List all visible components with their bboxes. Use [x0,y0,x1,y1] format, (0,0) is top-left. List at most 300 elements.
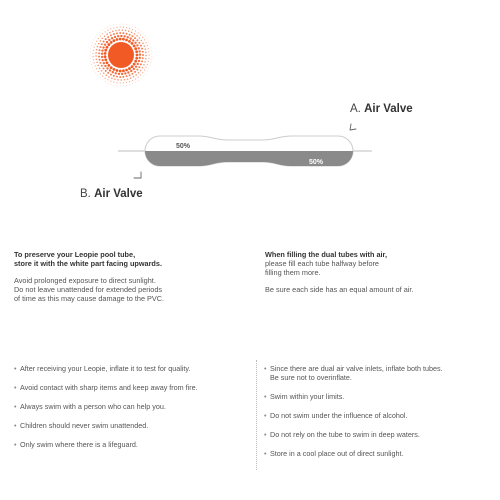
sun-ray-dot [95,65,96,66]
sun-ray-dot [127,71,129,73]
sun-ray-dot [148,41,149,42]
sun-ray-dot [112,31,114,33]
sun-ray-dot [122,76,124,78]
sun-ray-dot [114,78,116,80]
sun-ray-dot [97,46,99,48]
filling-body-1: please fill each tube halfway before [265,259,379,268]
sun-ray-dot [122,32,124,34]
sun-ray-dot [120,79,122,81]
sun-ray-dot [105,70,107,72]
sun-ray-dot [110,66,113,69]
sun-ray-dot [102,46,104,48]
valve-b-pointer [134,172,141,178]
sun-ray-dot [99,59,101,61]
sun-ray-dot [92,42,93,43]
sun-ray-dot [135,78,136,79]
sun-ray-dot [145,74,146,75]
sun-ray-dot [117,35,119,37]
sun-ray-dot [143,33,144,34]
sun-ray-dot [146,67,147,68]
list-item: • Only swim where there is a lifeguard. [14,440,250,449]
pool-tube-diagram [0,120,500,190]
sun-ray-dot [99,62,101,64]
sun-ray-dot [142,37,143,38]
sun-ray-dot [103,62,105,64]
sun-ray-dot [119,38,122,41]
sun-ray-dot [132,39,134,41]
sun-ray-dot [104,65,106,67]
sun-ray-dot [102,79,103,80]
sun-ray-dot [101,65,103,67]
sun-ray-dot [126,33,128,35]
sun-ray-dot [117,79,119,81]
sun-ray-dot [133,44,136,47]
sun-ray-dot [126,82,127,83]
sun-ray-dot [91,45,92,46]
sun-ray-dot [150,65,151,66]
sun-ray-dot [135,30,136,31]
sun-ray-dot [128,67,131,70]
sun-ray-dot [94,62,95,63]
sun-ray-dot [139,57,141,59]
sun-ray-dot [130,70,132,72]
sun-ray-dot [92,56,93,57]
tips-list-right [264,364,496,458]
sun-ray-dot [95,44,96,45]
sun-ray-dot [134,47,137,50]
sun-ray-dot [101,49,103,51]
sun-ray-dot [148,54,149,55]
sun-ray-dot [142,67,144,69]
sun-ray-dot [106,61,109,64]
sun-ray-dot [106,67,108,69]
sun-ray-dot [99,32,100,33]
sun-ray-dot [98,43,100,45]
sun-ray-dot [145,35,146,36]
sun-ray-dot [105,81,106,82]
sun-ray-dot [104,35,106,37]
sun-ray-dot [96,49,98,51]
sun-ray-dot [99,49,101,51]
list-item-line: Be sure not to overinflate. [270,373,352,382]
sun-ray-dot [121,73,123,75]
sun-ray-dot [99,67,101,69]
sun-ray-dot [126,75,128,77]
sun-ray-dot [122,29,124,31]
list-item: • After receiving your Leopie, inflate it to test for quality. [14,364,250,373]
sun-ray-dot [143,76,144,77]
sun-ray-dot [131,35,133,37]
sun-ray-dot [125,39,128,42]
sun-ray-dot [139,53,141,55]
sun-ray-dot [136,39,138,41]
sun-ray-dot [119,70,122,73]
list-item [264,364,496,382]
sun-ray-dot [142,57,144,59]
sun-ray-dot [100,35,101,36]
sun-ray-dot [106,46,109,49]
storage-body-3: of time as this may cause damage to the PVC. [14,294,165,303]
sun-ray-dot [123,27,124,28]
sun-ray-dot [102,38,104,40]
sun-ray-dot [98,56,100,58]
sun-ray-dot [113,68,116,71]
sun-ray-dot [132,83,133,84]
sun-ray-dot [140,63,142,65]
sun-ray-dot [102,76,103,77]
sun-ray-dot [129,25,130,26]
sun-ray-dot [141,60,143,62]
sun-ray-dot [151,59,152,60]
list-item: • Always swim with a person who can help you. [14,402,250,411]
sun-ray-dot [95,55,97,57]
sun-ray-dot [125,30,127,32]
sun-ray-dot [131,73,133,75]
sun-ray-dot [90,52,91,53]
sun-ray-dot [110,34,112,36]
sun-ray-dot [106,33,108,35]
sun-ray-dot [90,48,91,49]
sun-ray-dot [105,31,106,32]
sun-ray-dot [148,68,149,69]
sun-ray-dot [116,82,117,83]
sun-ray-dot [107,72,109,74]
sun-ray-dot [123,82,124,83]
sun-ray-dot [123,86,124,87]
sun-ray-dot [116,69,119,72]
sun-ray-dot [133,63,136,66]
sun-ray-dot [92,53,93,54]
sun-ray-dot [107,27,108,28]
top-fill-label: 50% [175,143,191,150]
sun-ray-dot [100,77,101,78]
sun-ray-dot [127,78,129,80]
sun-ray-dot [142,42,144,44]
sun-ray-dot [148,51,149,52]
sun-ray-dot [127,36,129,38]
sun-ray-dot [134,71,136,73]
list-item: • Children should never swim unattended. [14,421,250,430]
sun-ray-dot [134,37,136,39]
sun-ray-dot [119,76,121,78]
sun-ray-dot [148,48,149,49]
sun-ray-dot [126,24,127,25]
storage-info [14,250,244,303]
sun-ray-dot [94,47,95,48]
filling-body-3: Be sure each side has an equal amount of air. [265,285,414,294]
sun-ray-dot [128,40,131,43]
sun-ray-dot [96,41,97,42]
sun-ray-dot [101,43,103,45]
sun-ray-dot [142,72,143,73]
sun-ray-dot [116,27,117,28]
valve-a-letter: A. [350,103,361,115]
valve-a-text: Air Valve [364,103,413,115]
sun-ray-dot [147,71,148,72]
sun-ray-dot [100,40,102,42]
sun-ray-dot [107,64,110,67]
sun-ray-dot [102,30,103,31]
valve-b-text: Air Valve [94,188,143,200]
sun-ray-dot [117,85,118,86]
sun-ray-dot [93,50,94,51]
sun-ray-dot [113,81,114,82]
sun-ray-dot [132,80,133,81]
sun-ray-dot [136,35,138,37]
sun-ray-dot [122,69,125,72]
sun-ray-dot [116,76,118,78]
sun-ray-dot [138,42,140,44]
sun-ray-dot [152,53,153,54]
sun-ray-dot [118,29,120,31]
sun-ray-dot [120,24,121,25]
sun-ray-dot [96,58,98,60]
sun-ray-dot [138,29,139,30]
sun-ray-dot [129,74,131,76]
sun-ray-dot [138,66,140,68]
sun-ray-dot [145,52,147,54]
sun-ray-dot [110,28,111,29]
sun-ray-dot [145,55,147,57]
sun-ray-dot [129,28,130,29]
sun-ray-dot [91,64,92,65]
sun-ray-dot [142,51,144,53]
filling-info [265,250,490,294]
sun-ray-dot [95,73,96,74]
sun-ray-dot [120,26,121,27]
sun-icon [88,22,154,88]
storage-body-2: Do not leave unattended for extended periods [14,285,163,294]
sun-ray-dot [138,77,139,78]
sun-ray-dot [104,52,107,55]
sun-ray-dot [134,33,136,35]
sun-ray-dot [115,72,117,74]
tips-list-left [14,364,250,449]
sun-ray-dot [123,24,124,25]
list-item: • Avoid contact with sharp items and keep away from fire. [14,383,250,392]
sun-ray-dot [151,47,152,48]
sun-ray-dot [116,32,118,34]
list-item: • Do not swim under the influence of alcohol. [264,411,496,420]
sun-ray-dot [90,58,91,59]
valve-b-letter: B. [80,188,91,200]
sun-ray-dot [118,73,120,75]
sun-ray-dot [110,74,112,76]
sun-ray-dot [108,39,110,41]
sun-ray-dot [129,34,131,36]
sun-ray-dot [147,45,148,46]
sun-ray-dot [105,74,107,76]
sun-ray-dot [112,71,114,73]
sun-ray-dot [137,63,139,65]
sun-ray-dot [107,43,110,46]
sun-ray-dot [133,68,135,70]
sun-ray-dot [98,71,99,72]
sun-ray-dot [113,39,116,42]
sun-ray-dot [135,74,137,76]
sun-ray-dot [97,34,98,35]
sun-ray-dot [145,58,147,60]
sun-ray-dot [145,48,147,50]
sun-ray-dot [96,62,98,64]
sun-ray-dot [151,50,152,51]
sun-ray-dot [133,76,135,78]
sun-ray-dot [109,69,111,71]
storage-heading-1: To preserve your Leopie pool tube, [14,250,136,259]
sun-ray-dot [103,72,105,74]
sun-ray-dot [128,30,130,32]
sun-ray-dot [104,55,107,58]
sun-ray-dot [139,37,141,39]
sun-ray-dot [111,84,112,85]
sun-ray-dot [144,61,146,63]
sun-ray-dot [105,38,107,40]
sun-ray-dot [146,42,147,43]
sun-ray-dot [113,75,115,77]
sun-ray-dot [116,24,117,25]
filling-heading: When filling the dual tubes with air, [265,250,388,259]
sun-ray-dot [129,37,131,39]
sun-ray-dot [138,32,139,33]
sun-ray-dot [103,41,105,43]
sun-ray-dot [131,32,133,34]
valve-b-label [80,188,143,200]
sun-ray-dot [103,67,105,69]
sun-ray-dot [140,31,141,32]
sun-ray-dot [135,82,136,83]
sun-ray-dot [150,44,151,45]
sun-ray-dot [107,36,109,38]
bottom-fill-label: 50% [308,159,324,166]
sun-ray-dot [148,61,149,62]
sun-ray-dot [124,79,126,81]
sun-ray-dot [96,68,97,69]
valve-a-label [350,103,413,115]
sun-ray-dot [134,60,137,63]
sun-ray-dot [143,64,145,66]
sun-ray-dot [108,83,109,84]
sun-ray-dot [136,44,138,46]
sun-ray-dot [98,52,100,54]
sun-ray-dot [94,70,95,71]
sun-ray-dot [104,58,107,61]
sun-ray-dot [90,55,91,56]
sun-ray-dot [151,62,152,63]
sun-ray-dot [136,69,138,71]
sun-ray-dot [120,35,122,37]
sun-ray-dot [115,30,117,32]
sun-ray-dot [152,56,153,57]
sun-ray-dot [147,38,148,39]
sun-ray-dot [135,65,137,67]
sun-ray-dot [98,38,99,39]
sun-ray-dot [148,58,149,59]
sun-ray-dot [95,37,96,38]
sun-ray-dot [109,32,111,34]
sun-ray-dot [126,27,127,28]
filling-body-2: filling them more. [265,268,321,277]
sun-ray-dot [135,50,138,53]
sun-ray-dot [131,65,134,68]
sun-ray-dot [100,73,101,74]
sun-ray-dot [141,40,143,42]
sun-ray-dot [114,36,116,38]
sun-ray-dot [130,77,132,79]
valve-a-pointer [350,124,356,130]
sun-ray-dot [94,39,95,40]
list-item: • Do not rely on the tube to swim in deep waters. [264,430,496,439]
list-item: • Swim within your limits. [264,392,496,401]
sun-ray-dot [101,56,103,58]
sun-ray-dot [104,43,106,45]
sun-ray-dot [138,47,140,49]
sun-ray-dot [92,67,93,68]
sun-ray-dot [114,85,115,86]
sun-ray-dot [102,33,103,34]
sun-ray-dot [113,33,115,35]
sun-ray-dot [107,79,108,80]
sun-ray-dot [120,86,121,87]
sun-ray-dot [90,61,91,62]
sun-ray-dot [113,24,114,25]
sun-ray-dot [126,85,127,86]
sun-ray-dot [135,27,136,28]
sun-ray-dot [111,77,113,79]
sun-ray-dot [140,74,141,75]
sun-ray-dot [93,59,94,60]
sun-ray-dot [101,70,103,72]
storage-heading-2: store it with the white part facing upwards. [14,259,162,268]
sun-ray-dot [131,42,134,45]
sun-ray-dot [101,53,103,55]
sun-ray-dot [138,60,140,62]
sun-ray-dot [132,26,133,27]
sun-ray-dot [138,72,140,74]
sun-ray-dot [144,70,145,71]
list-item-line: Since there are dual air valve inlets, inflate both tubes. [270,364,443,373]
sun-ray-dot [138,50,140,52]
sun-ray-dot [99,46,101,48]
sun-ray-dot [113,27,114,28]
sun-ray-dot [105,28,106,29]
sun-ray-dot [141,48,143,50]
sun-ray-dot [135,57,138,60]
sun-core [108,42,134,68]
sun-ray-dot [129,84,130,85]
sun-ray-dot [104,49,107,52]
sun-ray-dot [141,78,142,79]
sun-ray-dot [132,29,133,30]
list-item: • Store in a cool place out of direct sunlight. [264,449,496,458]
sun-ray-dot [138,80,139,81]
sun-ray-dot [136,54,139,57]
sun-ray-dot [144,45,146,47]
storage-body-1: Avoid prolonged exposure to direct sunlight. [14,276,156,285]
sun-ray-dot [142,54,144,56]
sun-ray-dot [129,81,130,82]
sun-ray-dot [124,72,126,74]
sun-ray-dot [144,39,145,40]
sun-ray-dot [110,25,111,26]
sun-ray-dot [97,65,99,67]
sun-ray-dot [106,41,108,43]
sun-ray-dot [140,34,141,35]
sun-ray-dot [134,42,136,44]
sun-ray-dot [107,30,108,31]
sun-ray-dot [105,78,106,79]
column-divider [256,360,258,470]
sun-ray-dot [125,69,128,72]
